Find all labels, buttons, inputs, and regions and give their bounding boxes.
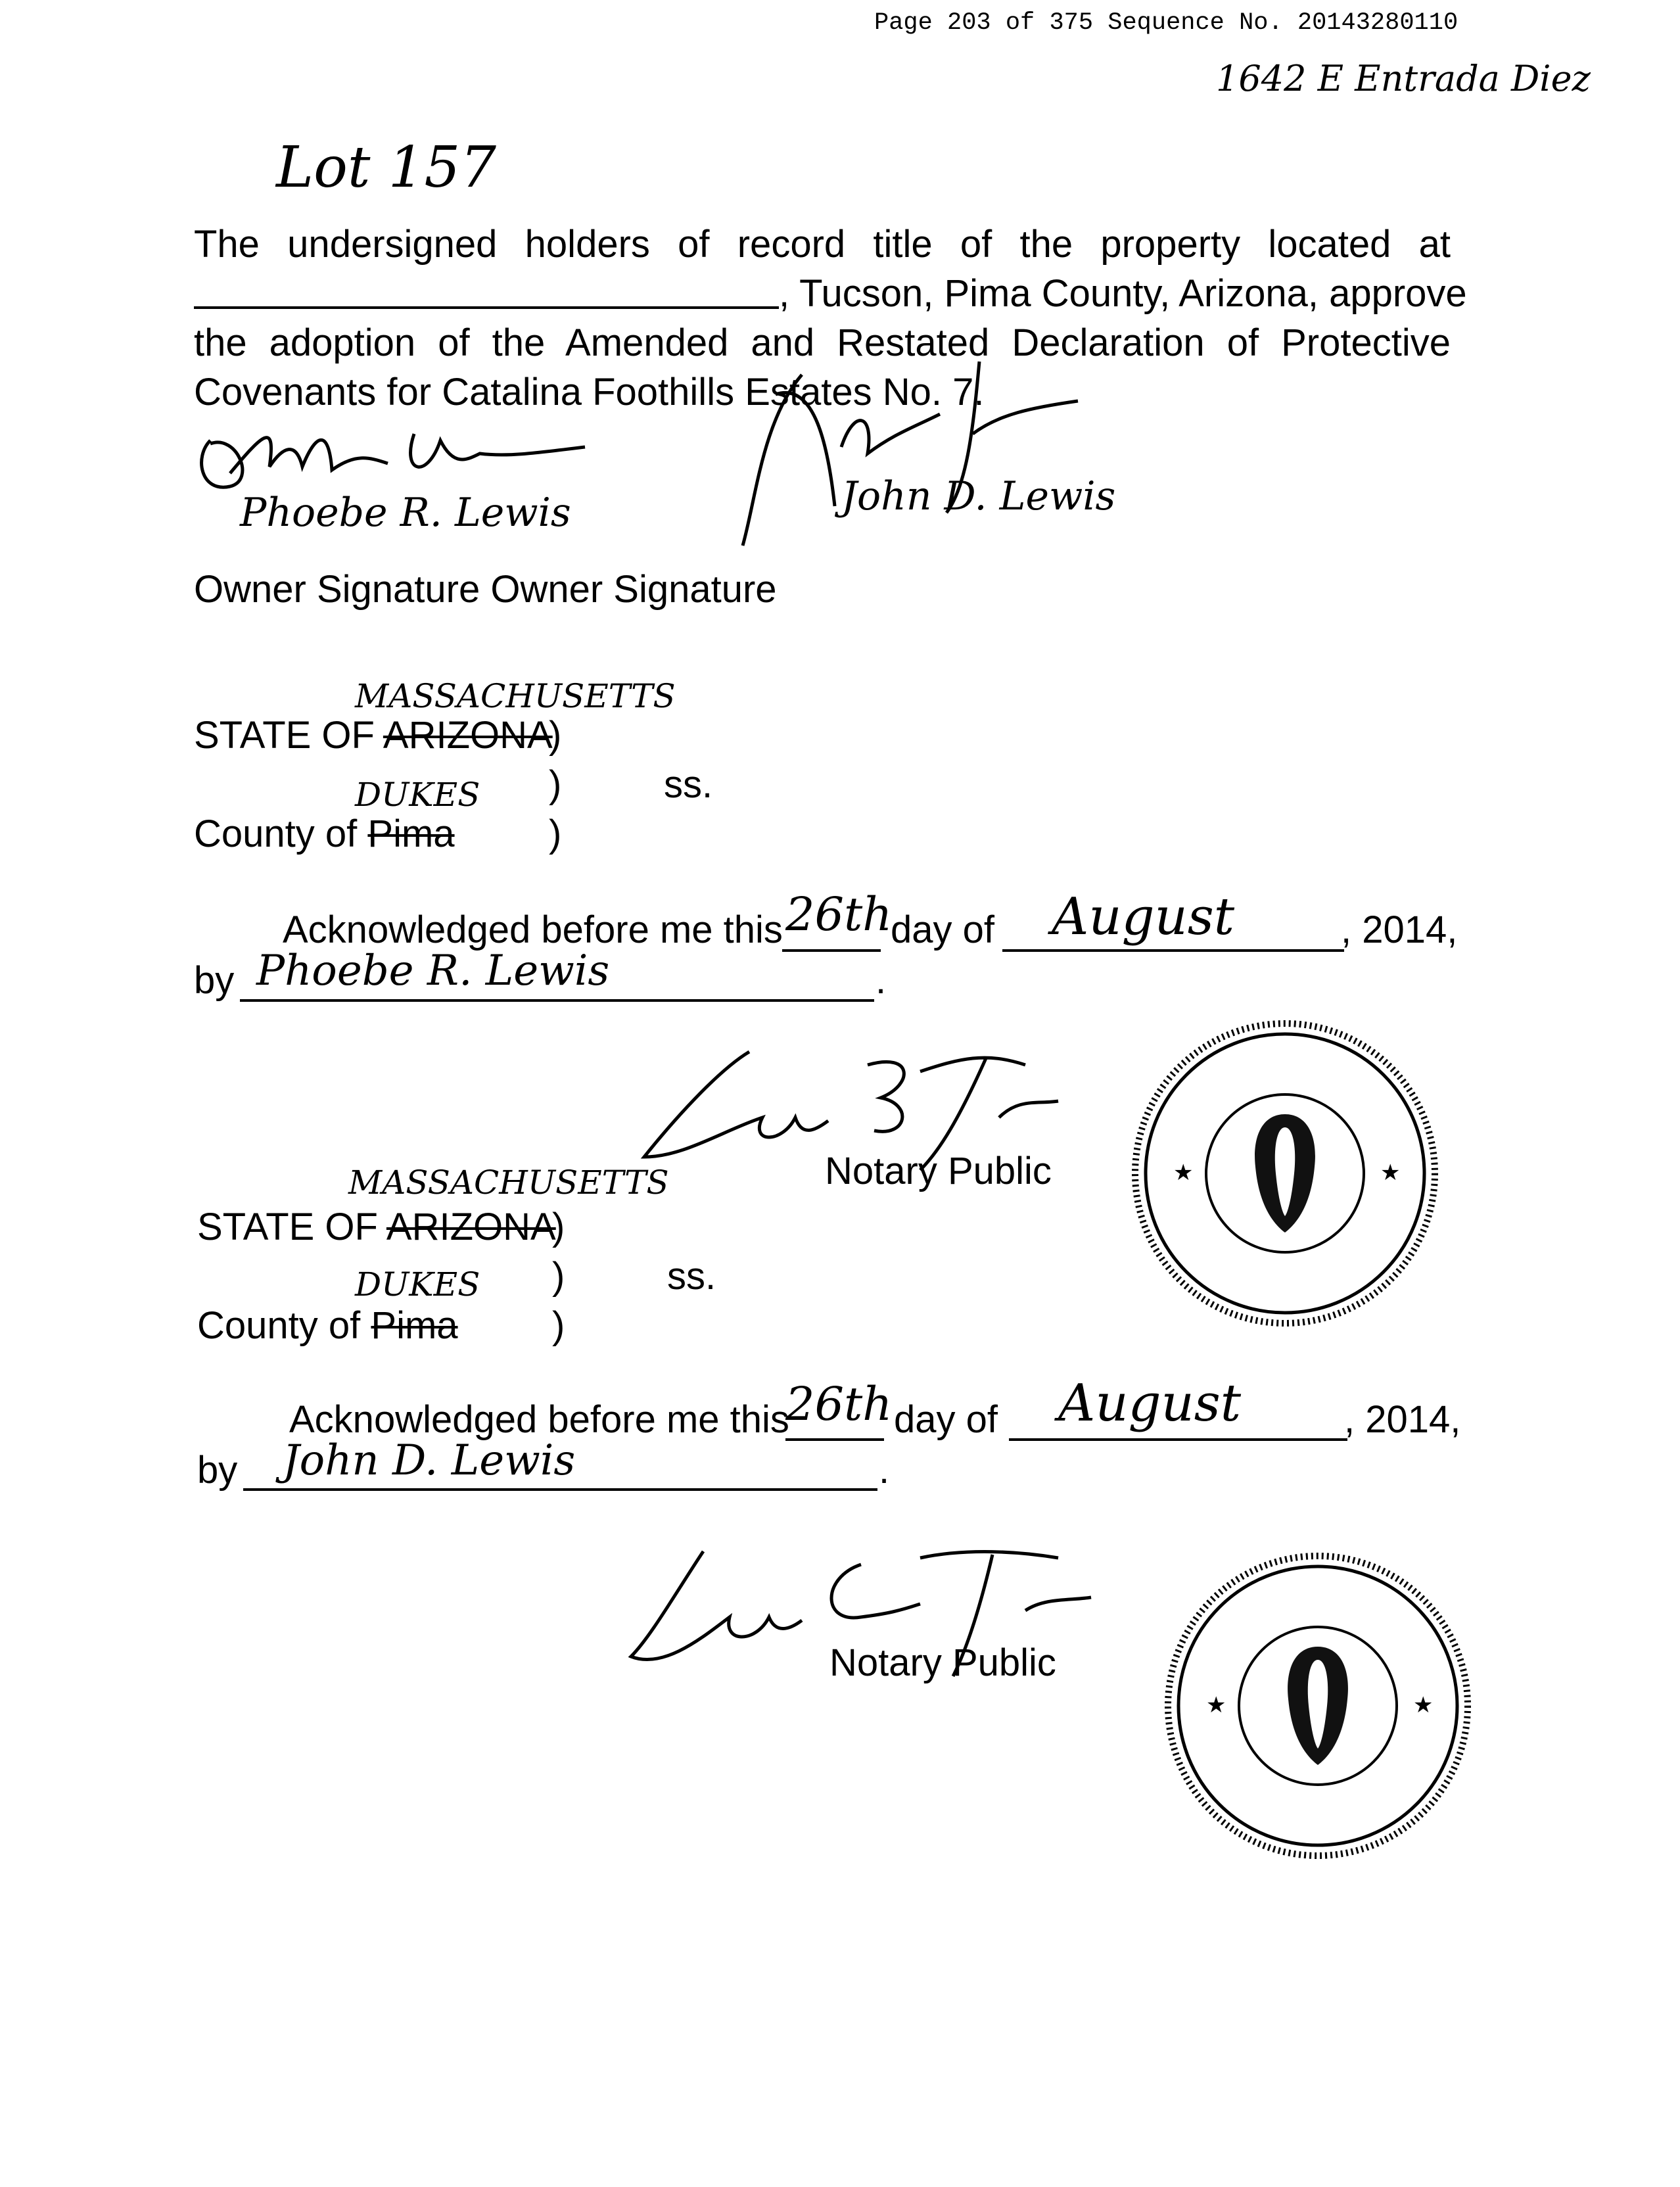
- lot-handwritten-note: Lot 157: [276, 135, 496, 200]
- ack2-by: by: [197, 1449, 238, 1492]
- ack2-state-label: STATE OF: [197, 1206, 378, 1248]
- ack1-state-handwritten: MASSACHUSETTS: [355, 677, 676, 715]
- ack1-state-label: STATE OF: [194, 714, 375, 757]
- ack1-year: , 2014,: [1341, 908, 1458, 951]
- ack1-month-line: [1002, 949, 1344, 952]
- ack1-day: 26th: [785, 887, 893, 941]
- ack1-county-struck: Pima: [367, 812, 455, 855]
- intro-line-2: , Tucson, Pima County, Arizona, approve: [779, 272, 1467, 315]
- ack1-county-handwritten: DUKES: [355, 776, 480, 814]
- ack1-period: .: [875, 959, 887, 1002]
- svg-text:★: ★: [1206, 1692, 1226, 1718]
- ack2-state-handwritten: MASSACHUSETTS: [348, 1164, 669, 1202]
- ack1-by-name: Phoebe R. Lewis: [256, 947, 610, 995]
- ack1-month: August: [1052, 887, 1235, 947]
- notary-seal-1: [1127, 1016, 1443, 1334]
- ack1-state-line: [194, 711, 553, 760]
- ack1-county-label: County of: [194, 812, 358, 855]
- intro-line-1: The undersigned holders of record title of the property located at: [194, 223, 1451, 266]
- ack1-name-line: [240, 999, 874, 1002]
- ack2-paren-1: ): [552, 1206, 565, 1248]
- ack1-state-struck: ARIZONA: [383, 714, 553, 757]
- ack1-prefix: Acknowledged before me this: [283, 908, 783, 951]
- ack2-county-struck: Pima: [371, 1304, 458, 1347]
- ack1-ss: ss.: [664, 763, 713, 806]
- ack2-county-line: [197, 1302, 458, 1350]
- notary-seal-2-graphic: [1160, 1548, 1476, 1864]
- ack2-county-label: County of: [197, 1304, 361, 1347]
- ack2-name-line: [243, 1488, 877, 1491]
- owner2-printed-name: John D. Lewis: [841, 473, 1116, 519]
- address-blank-line: [194, 306, 779, 309]
- notary-seal-1-graphic: [1127, 1016, 1443, 1331]
- owner2-signature: [723, 355, 1091, 552]
- ack1-by: by: [194, 959, 235, 1002]
- address-handwritten-note: 1642 E Entrada Diez: [1216, 58, 1591, 99]
- ack2-period: .: [879, 1449, 890, 1492]
- ack2-state-struck: ARIZONA: [386, 1206, 556, 1248]
- ack2-notary-label: Notary Public: [829, 1641, 1056, 1684]
- ack2-ss: ss.: [667, 1255, 716, 1298]
- ack1-paren-1: ): [549, 714, 562, 757]
- ack2-day-line: [785, 1438, 884, 1441]
- ack2-month-line: [1009, 1438, 1347, 1441]
- ack1-day-line: [782, 949, 881, 952]
- svg-text:★: ★: [1380, 1160, 1401, 1186]
- intro-line-4: Covenants for Catalina Foothills Estates No. 7.: [194, 371, 985, 413]
- ack2-state-line: [197, 1203, 556, 1252]
- owner-signature-label: Owner Signature Owner Signature: [194, 568, 777, 611]
- ack2-prefix: Acknowledged before me this: [289, 1398, 789, 1441]
- ack2-month: August: [1058, 1374, 1242, 1433]
- ack2-day: 26th: [785, 1377, 893, 1431]
- ack2-day-of: day of: [894, 1398, 998, 1441]
- ack2-year: , 2014,: [1344, 1398, 1461, 1441]
- ack1-notary-label: Notary Public: [825, 1150, 1052, 1192]
- notary-seal-2: [1160, 1548, 1476, 1867]
- svg-text:★: ★: [1413, 1692, 1434, 1718]
- ack1-paren-3: ): [549, 812, 562, 855]
- ack2-paren-3: ): [552, 1304, 565, 1347]
- owner1-printed-name: Phoebe R. Lewis: [240, 490, 571, 536]
- ack2-by-name: John D. Lewis: [283, 1436, 576, 1485]
- ack1-day-of: day of: [891, 908, 994, 951]
- ack1-county-line: [194, 810, 455, 858]
- ack2-paren-2: ): [552, 1255, 565, 1298]
- svg-text:★: ★: [1173, 1160, 1194, 1186]
- ack2-county-handwritten: DUKES: [355, 1265, 480, 1304]
- intro-line-3: the adoption of the Amended and Restated Declaration of Protective: [194, 321, 1451, 364]
- page-sequence-header: Page 203 of 375 Sequence No. 20143280110: [874, 9, 1458, 37]
- ack1-paren-2: ): [549, 763, 562, 806]
